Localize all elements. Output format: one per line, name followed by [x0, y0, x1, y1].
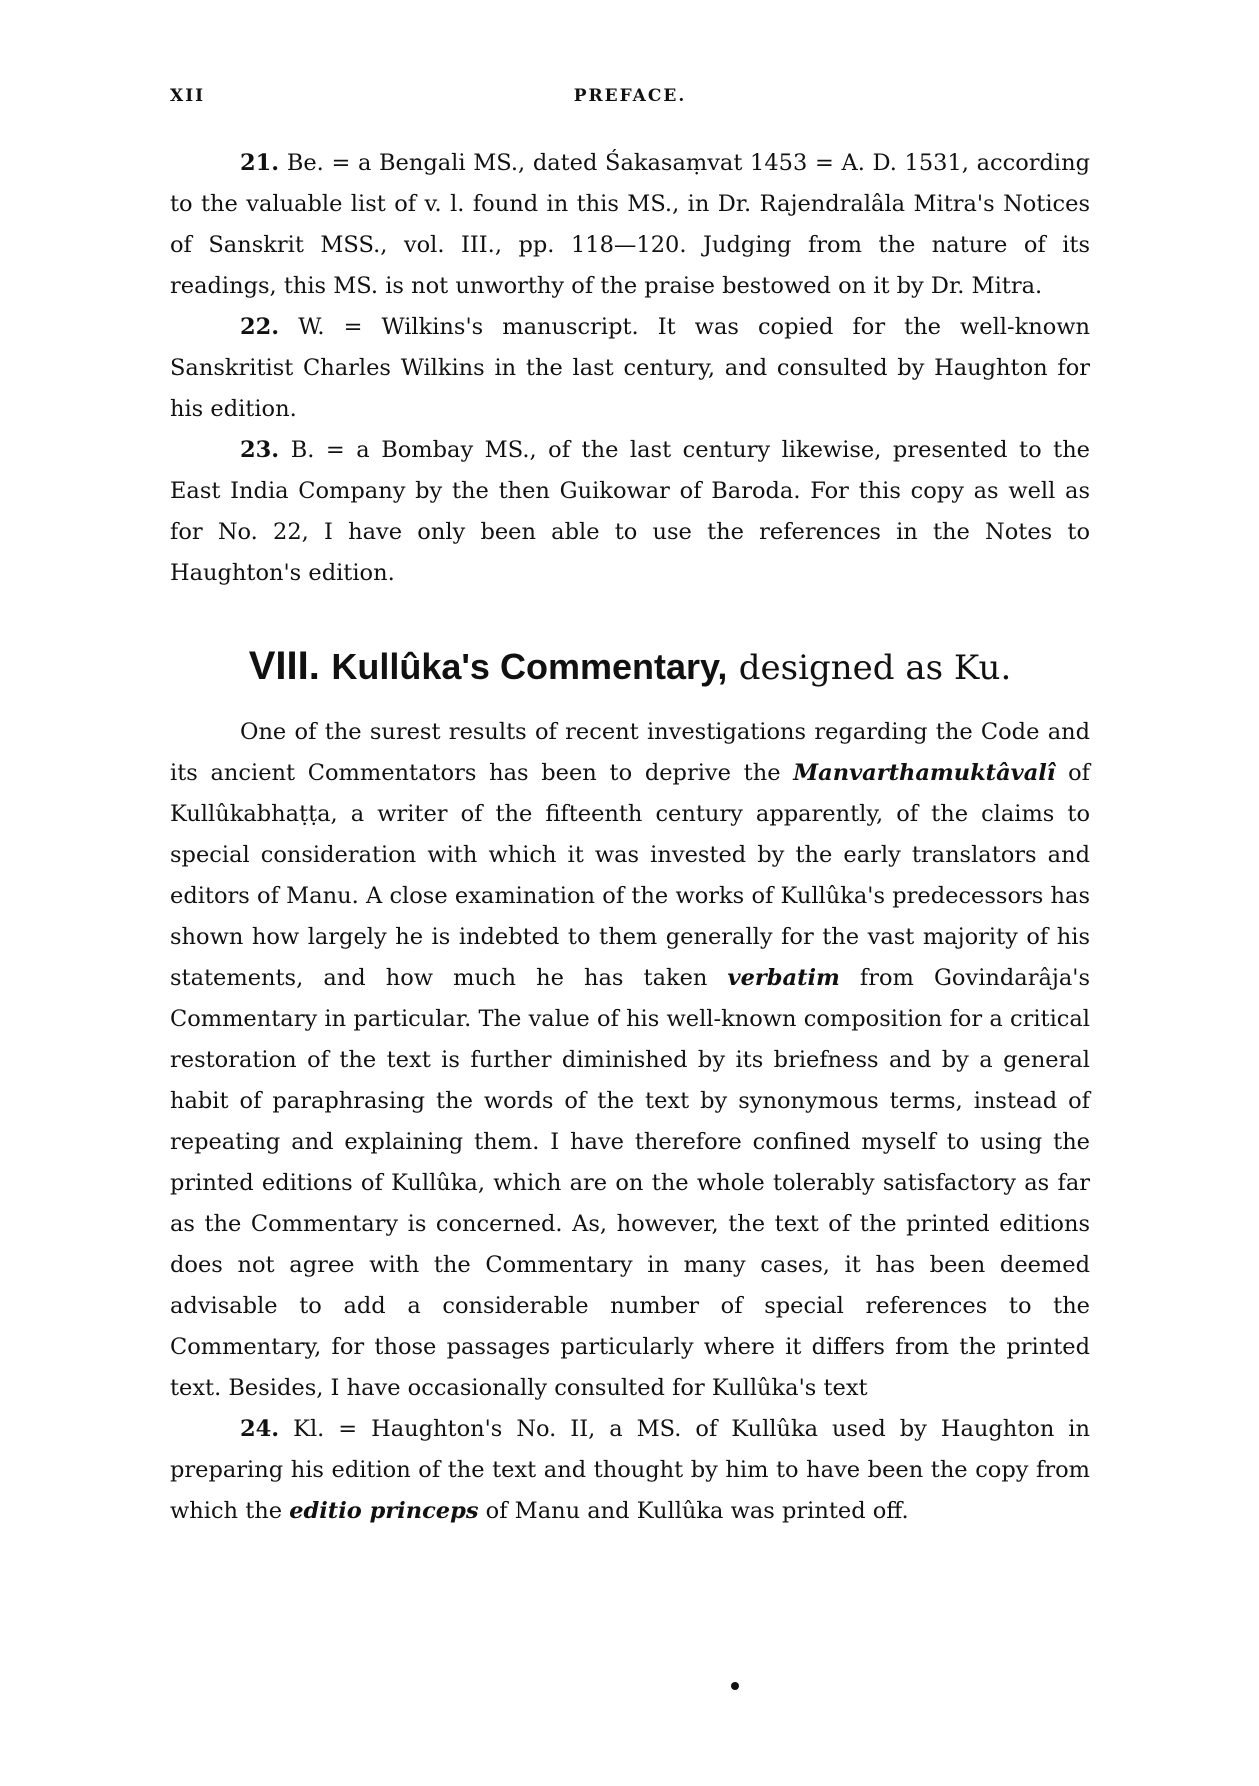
page-number: XII	[170, 86, 206, 106]
paragraph-number: 21.	[240, 150, 280, 176]
section-subtitle: designed as Ku.	[738, 648, 1012, 688]
paragraph-24	[170, 1409, 1090, 1532]
text-run: One of the surest results of recent investigations regarding the Code and its ancient Commentators has been to deprive the	[170, 719, 1090, 786]
paragraph-22	[170, 307, 1090, 430]
paragraph-number: 22.	[240, 314, 280, 340]
text-run: of Manu and Kullûka was printed off.	[478, 1498, 909, 1524]
text-run: Kl. = Haughton's No. II, a MS. of Kullûka used by Haughton in preparing his edition of the text and thought by him to have been the copy from which the	[170, 1416, 1090, 1524]
paragraph-21	[170, 143, 1090, 307]
paragraph-text: B. = a Bombay MS., of the last century likewise, presented to the East India Company by the then Guikowar of Baroda. For this copy as well as for No. 22, I have only been able to use the references in the Notes to Haughton's edition.	[170, 437, 1090, 586]
paragraph-23	[170, 430, 1090, 594]
italic-term: editio princeps	[289, 1498, 479, 1524]
section-numeral: VIII.	[248, 644, 320, 688]
paragraph-number: 23.	[240, 437, 280, 463]
italic-term: verbatim	[727, 965, 840, 991]
commentary-paragraph	[170, 712, 1090, 1409]
italic-title: Manvarthamuktâvalî	[793, 760, 1056, 786]
print-mark	[731, 1682, 739, 1690]
section-heading	[170, 641, 1090, 693]
section-title: Kullûka's Commentary,	[331, 646, 728, 687]
paragraph-number: 24.	[240, 1416, 280, 1442]
text-run: from Govindarâja's Commentary in particular. The value of his well-known composition for a critical restoration of the text is further diminished by its briefness and by a general habit of paraphrasing the words of the text by synonymous terms, instead of repeating and explaining them. I have therefore confined myself to using the printed editions of Kullûka, which are on the whole tolerably satisfactory as far as the Commentary is concerned. As, however, the text of the printed editions does not agree with the Commentary in many cases, it has been deemed advisable to add a considerable number of special references to the Commentary, for those passages particularly where it differs from the printed text. Besides, I have occasionally consulted for Kullûka's text	[170, 965, 1090, 1401]
paragraph-text: Be. = a Bengali MS., dated Śakasaṃvat 1453 = A. D. 1531, according to the valuable list of v. l. found in this MS., in Dr. Rajendralâla Mitra's Notices of Sanskrit MSS., vol. III., pp. 118—120. Judging from the nature of its readings, this MS. is not unworthy of the praise bestowed on it by Dr. Mitra.	[170, 150, 1090, 299]
text-run: of Kullûkabhaṭṭa, a writer of the fifteenth century apparently, of the claims to special consideration with which it was invested by the early translators and editors of Manu. A close examination of the works of Kullûka's predecessors has shown how largely he is indebted to them generally for the vast majority of his statements, and how much he has taken	[170, 760, 1090, 991]
running-title: PREFACE.	[573, 86, 687, 106]
page-body	[170, 143, 1090, 1532]
paragraph-text: W. = Wilkins's manuscript. It was copied for the well-known Sanskritist Charles Wilkins in the last century, and consulted by Haughton for his edition.	[170, 314, 1090, 422]
running-head	[170, 86, 1090, 116]
